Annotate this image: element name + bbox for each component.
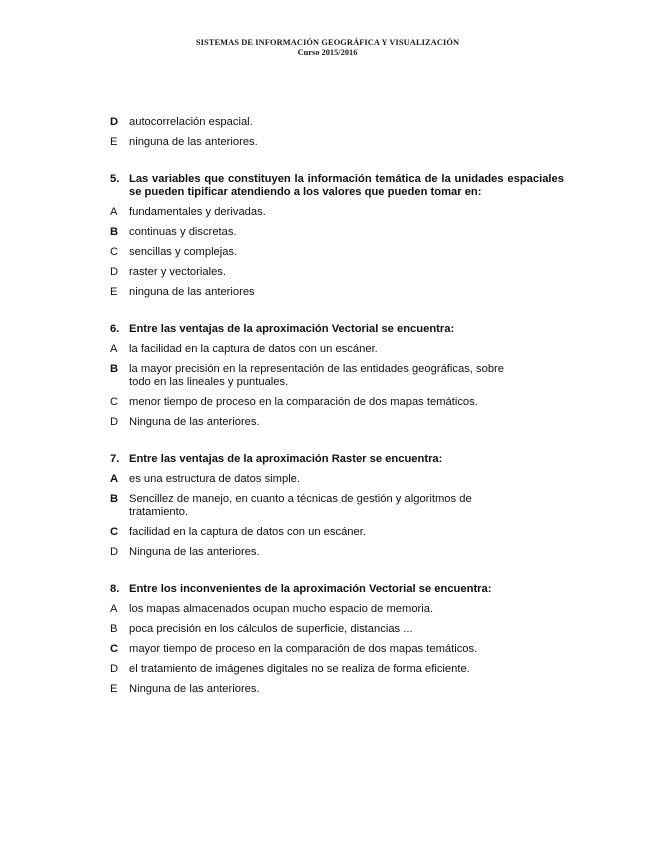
option-letter: D <box>110 416 119 428</box>
option-row <box>110 116 564 129</box>
header-subtitle: Curso 2015/2016 <box>297 48 358 57</box>
question-text: Las variables que constituyen la información temática de la unidades espaciales se pueden tipificar atendiendo a los valores que pueden tomar en: <box>129 173 564 198</box>
question-number: 8. <box>110 583 120 595</box>
option-row <box>110 683 564 696</box>
option-text: Ninguna de las anteriores. <box>129 416 260 428</box>
option-text: poca precisión en los cálculos de superficie, distancias ... <box>129 623 413 635</box>
question-7-heading <box>110 453 564 466</box>
option-row <box>110 286 564 299</box>
question-text: Entre las ventajas de la aproximación Raster se encuentra: <box>129 453 443 465</box>
option-letter: C <box>110 396 119 408</box>
option-text: el tratamiento de imágenes digitales no se realiza de forma eficiente. <box>129 663 470 675</box>
page-header <box>0 38 655 58</box>
option-text: fundamentales y derivadas. <box>129 206 266 218</box>
question-8-heading <box>110 583 564 596</box>
option-letter: C <box>110 526 119 538</box>
option-text: Ninguna de las anteriores. <box>129 683 260 695</box>
exam-content <box>110 116 564 703</box>
question-text: Entre las ventajas de la aproximación Vectorial se encuentra: <box>129 323 455 335</box>
option-text: facilidad en la captura de datos con un escáner. <box>129 526 366 538</box>
option-row <box>110 473 564 486</box>
option-row <box>110 266 564 279</box>
option-text: ninguna de las anteriores. <box>129 136 258 148</box>
option-row <box>110 343 564 356</box>
option-row <box>110 603 564 616</box>
option-text: autocorrelación espacial. <box>129 116 253 128</box>
option-letter: B <box>110 226 119 238</box>
option-row <box>110 546 564 559</box>
option-text: la facilidad en la captura de datos con un escáner. <box>129 343 378 355</box>
option-row <box>110 246 564 259</box>
option-letter: E <box>110 286 118 298</box>
option-text: menor tiempo de proceso en la comparación de dos mapas temáticos. <box>129 396 478 408</box>
option-text: la mayor precisión en la representación de las entidades geográficas, sobre todo en las lineales y puntuales. <box>129 363 504 388</box>
option-letter: D <box>110 266 119 278</box>
question-number: 7. <box>110 453 120 465</box>
question-number: 6. <box>110 323 120 335</box>
option-text: continuas y discretas. <box>129 226 237 238</box>
option-row <box>110 663 564 676</box>
option-letter: A <box>110 206 118 218</box>
option-text: raster y vectoriales. <box>129 266 226 278</box>
option-text: sencillas y complejas. <box>129 246 238 258</box>
option-text: es una estructura de datos simple. <box>129 473 301 485</box>
option-row <box>110 416 564 429</box>
option-letter: A <box>110 343 118 355</box>
option-text: Ninguna de las anteriores. <box>129 546 260 558</box>
option-letter: B <box>110 363 119 375</box>
option-row <box>110 643 564 656</box>
option-row <box>110 136 564 149</box>
option-letter: A <box>110 473 119 485</box>
option-text: ninguna de las anteriores <box>129 286 255 298</box>
option-row <box>110 623 564 636</box>
option-text: los mapas almacenados ocupan mucho espacio de memoria. <box>129 603 434 615</box>
option-letter: E <box>110 136 118 148</box>
option-row <box>110 206 564 219</box>
option-letter: D <box>110 546 119 558</box>
option-row <box>110 493 564 519</box>
option-row <box>110 363 564 389</box>
option-text: mayor tiempo de proceso en la comparación de dos mapas temáticos. <box>129 643 478 655</box>
option-row <box>110 526 564 539</box>
option-letter: C <box>110 643 119 655</box>
header-title: SISTEMAS DE INFORMACIÓN GEOGRÁFICA Y VISUALIZACIÓN <box>195 38 460 47</box>
option-letter: B <box>110 493 119 505</box>
option-letter: B <box>110 623 118 635</box>
question-number: 5. <box>110 173 120 185</box>
option-letter: D <box>110 663 119 675</box>
question-text: Entre los inconvenientes de la aproximación Vectorial se encuentra: <box>129 583 492 595</box>
option-row <box>110 226 564 239</box>
option-letter: A <box>110 603 118 615</box>
option-row <box>110 396 564 409</box>
option-letter: D <box>110 116 119 128</box>
option-text: Sencillez de manejo, en cuanto a técnicas de gestión y algoritmos de tratamiento. <box>129 493 472 518</box>
question-6-heading <box>110 323 564 336</box>
option-letter: C <box>110 246 119 258</box>
question-5-heading <box>110 173 564 199</box>
option-letter: E <box>110 683 118 695</box>
